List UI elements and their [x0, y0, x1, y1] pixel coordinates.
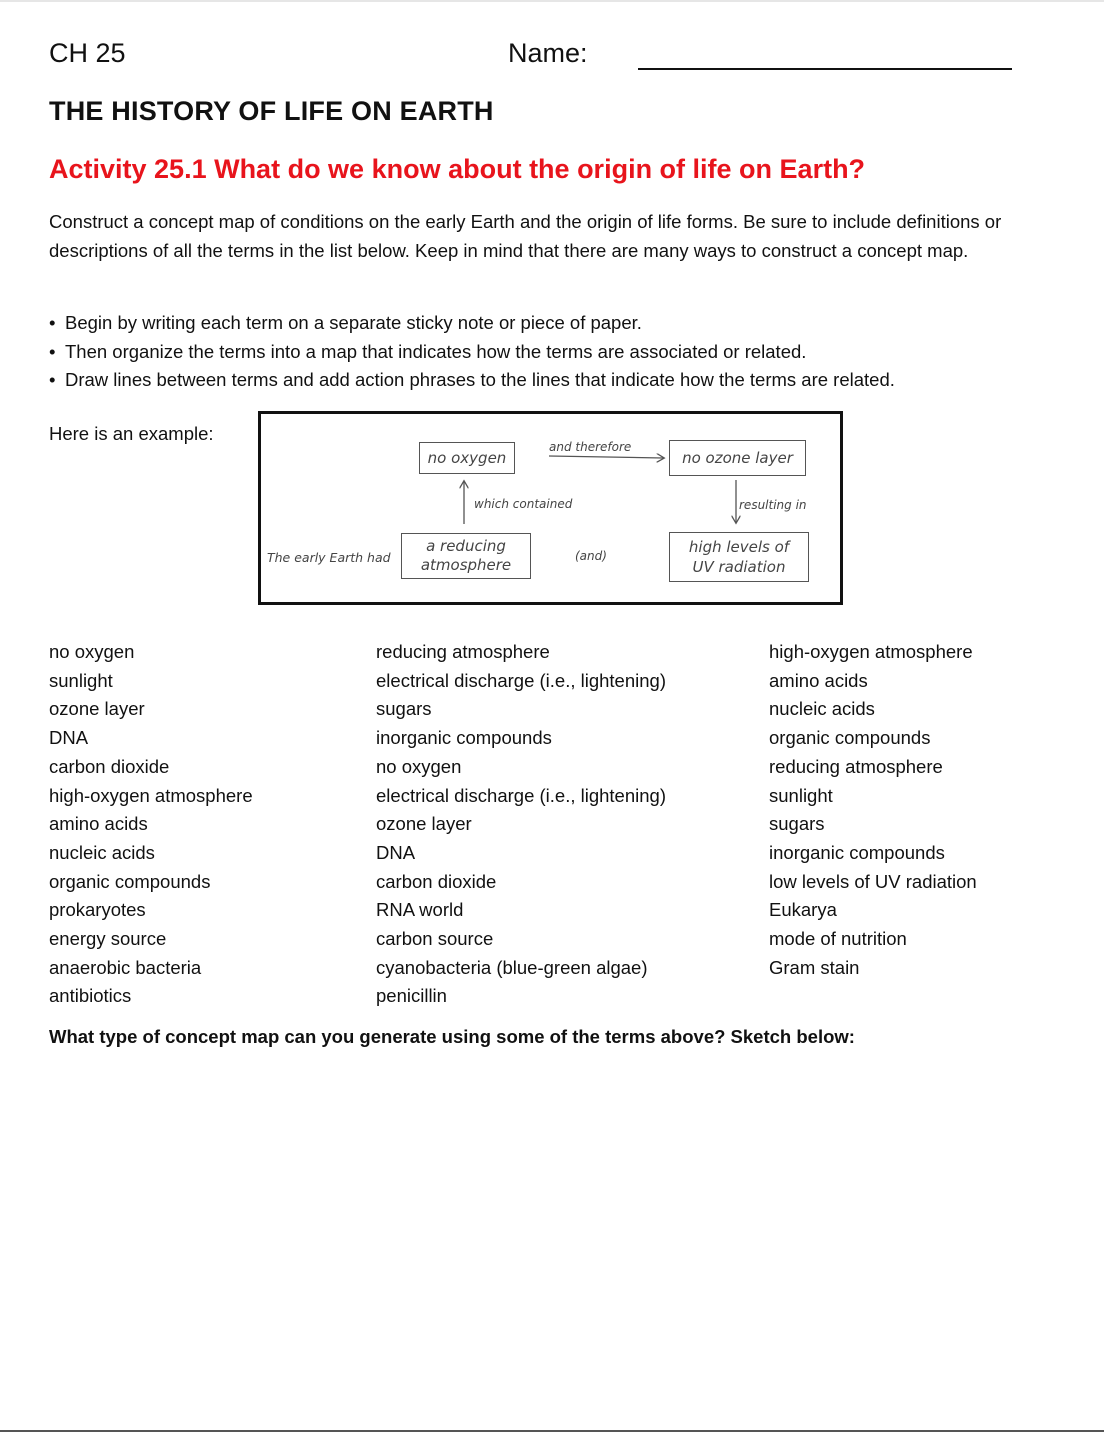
term-item: ozone layer — [49, 698, 145, 720]
term-item: DNA — [376, 841, 416, 863]
term-item: no oxygen — [376, 755, 462, 777]
term-item: high-oxygen atmosphere — [49, 784, 253, 806]
term-item: reducing atmosphere — [376, 641, 550, 662]
intro-paragraph: Construct a concept map of conditions on the early Earth and the origin of life forms. Be sure to include definitions or descriptions of all the terms in the list below. Keep in mind that there are many ways to construct a concept map. — [49, 211, 1002, 261]
link-resulting-in: resulting in — [739, 498, 807, 512]
term-item: amino acids — [769, 669, 868, 691]
activity-title: Activity 25.1 What do we know about the origin of life on Earth? — [49, 154, 866, 184]
term-item: antibiotics — [49, 985, 132, 1007]
arrow-and-therefore — [549, 456, 663, 458]
term-item: electrical discharge (i.e., lightening) — [376, 669, 666, 691]
sketch-prompt: What type of concept map can you generate using some of the terms above? Sketch below: — [49, 1026, 855, 1047]
bottom-rule — [0, 1430, 1104, 1432]
node-high-uv — [669, 532, 809, 582]
link-and: (and) — [575, 549, 607, 563]
term-item: carbon source — [376, 928, 494, 950]
example-concept-map — [258, 411, 843, 605]
terms-column-1 — [49, 638, 253, 1011]
instruction-item: • Begin by writing each term on a separate sticky note or piece of paper. — [49, 309, 1069, 338]
term-item: electrical discharge (i.e., lightening) — [376, 784, 666, 806]
term-item: Eukarya — [769, 899, 837, 921]
node-reducing-atmosphere — [401, 533, 531, 579]
node-label-line: atmosphere — [420, 556, 512, 574]
term-item: inorganic compounds — [769, 841, 945, 863]
example-label: Here is an example: — [49, 423, 214, 444]
term-item: sunlight — [49, 669, 113, 691]
node-label-line: high levels of — [688, 538, 790, 556]
node-no-oxygen — [419, 442, 515, 474]
term-item: nucleic acids — [769, 698, 875, 720]
name-field-line[interactable] — [638, 68, 1012, 70]
top-rule — [0, 0, 1104, 2]
terms-column-2 — [376, 638, 666, 1011]
term-item: carbon dioxide — [376, 870, 497, 892]
term-item: high-oxygen atmosphere — [769, 641, 973, 662]
term-item: prokaryotes — [49, 899, 146, 921]
link-which-contained: which contained — [474, 497, 573, 511]
instruction-item: • Draw lines between terms and add action phrases to the lines that indicate how the terms are related. — [49, 366, 1069, 395]
term-item: sunlight — [769, 784, 833, 806]
node-no-ozone-layer — [669, 440, 806, 476]
term-item: Gram stain — [769, 956, 860, 978]
terms-column-3 — [769, 638, 977, 982]
node-label: no oxygen — [427, 449, 507, 467]
term-item: sugars — [376, 698, 432, 720]
term-item: energy source — [49, 928, 167, 950]
term-item: anaerobic bacteria — [49, 956, 202, 978]
term-item: RNA world — [376, 899, 464, 921]
page-title: THE HISTORY OF LIFE ON EARTH — [49, 96, 494, 126]
name-label: Name: — [508, 38, 588, 68]
term-item: amino acids — [49, 813, 148, 835]
term-item: penicillin — [376, 985, 447, 1007]
term-item: organic compounds — [769, 727, 931, 749]
instruction-list — [49, 309, 1069, 395]
term-item: organic compounds — [49, 870, 211, 892]
term-item: sugars — [769, 813, 825, 835]
term-item: reducing atmosphere — [769, 755, 943, 777]
link-and-therefore: and therefore — [549, 440, 632, 454]
node-label-line: UV radiation — [692, 558, 786, 576]
term-item: nucleic acids — [49, 841, 155, 863]
term-item: ozone layer — [376, 813, 472, 835]
chapter-label: CH 25 — [49, 38, 126, 68]
node-label: no ozone layer — [682, 449, 793, 467]
term-item: DNA — [49, 727, 89, 749]
term-item: carbon dioxide — [49, 755, 170, 777]
term-item: low levels of UV radiation — [769, 870, 977, 892]
map-start-text: The early Earth had — [267, 550, 391, 565]
term-item: inorganic compounds — [376, 727, 552, 749]
node-label-line: a reducing — [426, 537, 506, 555]
term-item: no oxygen — [49, 641, 135, 662]
term-item: cyanobacteria (blue-green algae) — [376, 956, 648, 978]
instruction-item: • Then organize the terms into a map that indicates how the terms are associated or related. — [49, 338, 1069, 367]
term-item: mode of nutrition — [769, 928, 907, 950]
